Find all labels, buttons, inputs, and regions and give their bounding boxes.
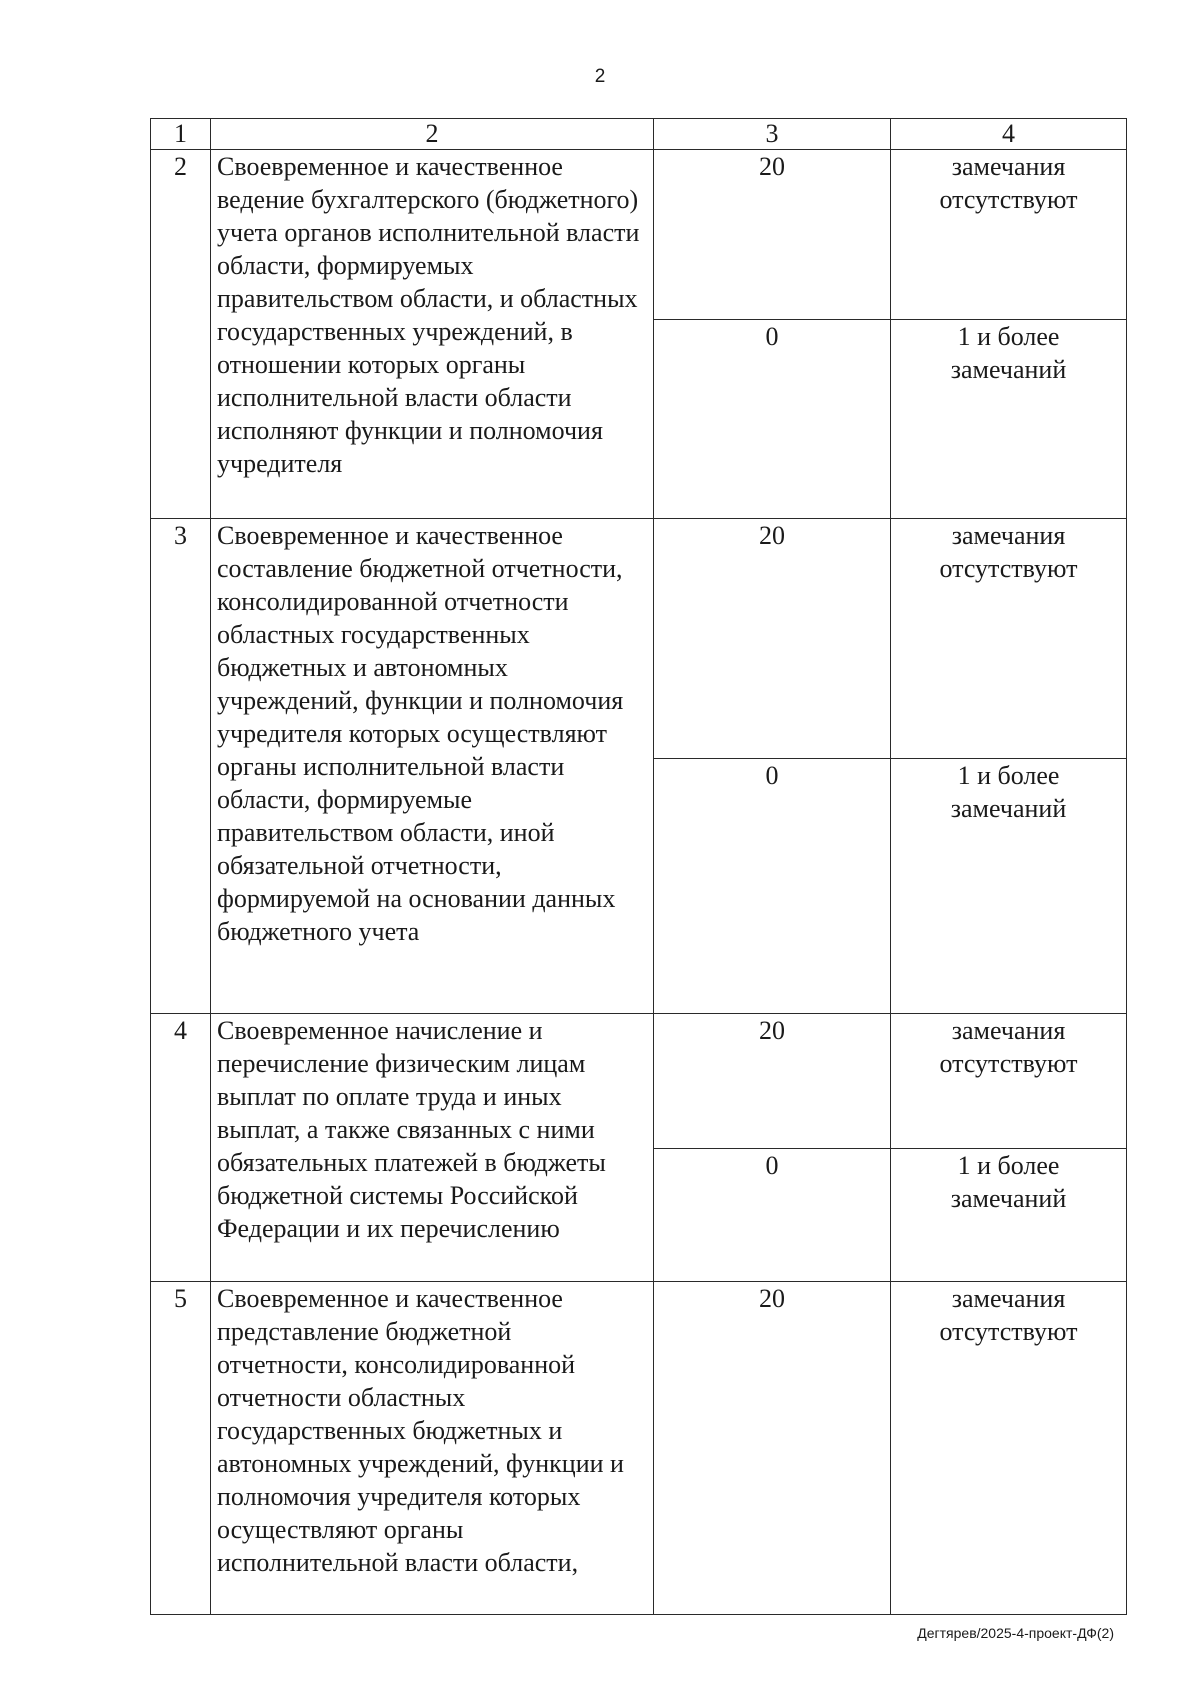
table-row [151, 1282, 1127, 1615]
criterion-text: Своевременное начисление и перечисление физическим лицам выплат по оплате труда и иных выплат, а также связанных с ними обязательных платежей в бюджеты бюджетной системы Российской Федерации и их перечислению [211, 1014, 654, 1282]
table-row [151, 150, 1127, 320]
header-cell-1: 1 [151, 119, 211, 150]
condition-text: 1 и более замечаний [891, 759, 1127, 1014]
criterion-text: Своевременное и качественное представление бюджетной отчетности, консолидированной отчетности областных государственных бюджетных и автономных учреждений, функции и полномочия учредителя которых осуществляют органы исполнительной власти области, [211, 1282, 654, 1615]
condition-text: 1 и более замечаний [891, 1149, 1127, 1282]
points-value: 0 [654, 1149, 891, 1282]
header-cell-4: 4 [891, 119, 1127, 150]
condition-text: 1 и более замечаний [891, 320, 1127, 519]
row-number: 4 [151, 1014, 211, 1282]
condition-text: замечания отсутствуют [891, 1014, 1127, 1149]
row-number: 5 [151, 1282, 211, 1615]
condition-text: замечания отсутствуют [891, 1282, 1127, 1615]
points-value: 0 [654, 320, 891, 519]
criteria-table [150, 118, 1127, 1615]
criterion-text: Своевременное и качественное ведение бухгалтерского (бюджетного) учета органов исполнительной власти области, формируемых правительством области, и областных государственных учреждений, в отношении которых органы исполнительной власти области исполняют функции и полномочия учредителя [211, 150, 654, 519]
table-row [151, 1014, 1127, 1149]
row-number: 2 [151, 150, 211, 519]
points-value: 20 [654, 150, 891, 320]
points-value: 20 [654, 519, 891, 759]
document-code: Дегтярев/2025-4-проект-ДФ(2) [917, 1625, 1114, 1641]
points-value: 0 [654, 759, 891, 1014]
condition-text: замечания отсутствуют [891, 519, 1127, 759]
row-number: 3 [151, 519, 211, 1014]
points-value: 20 [654, 1282, 891, 1615]
header-cell-2: 2 [211, 119, 654, 150]
criterion-text: Своевременное и качественное составление бюджетной отчетности, консолидированной отчетности областных государственных бюджетных и автономных учреждений, функции и полномочия учредителя которых осуществляют органы исполнительной власти области, формируемые правительством области, иной обязательной отчетности, формируемой на основании данных бюджетного учета [211, 519, 654, 1014]
table-header-row [151, 119, 1127, 150]
points-value: 20 [654, 1014, 891, 1149]
condition-text: замечания отсутствуют [891, 150, 1127, 320]
header-cell-3: 3 [654, 119, 891, 150]
page-number: 2 [594, 66, 606, 87]
table-row [151, 519, 1127, 759]
